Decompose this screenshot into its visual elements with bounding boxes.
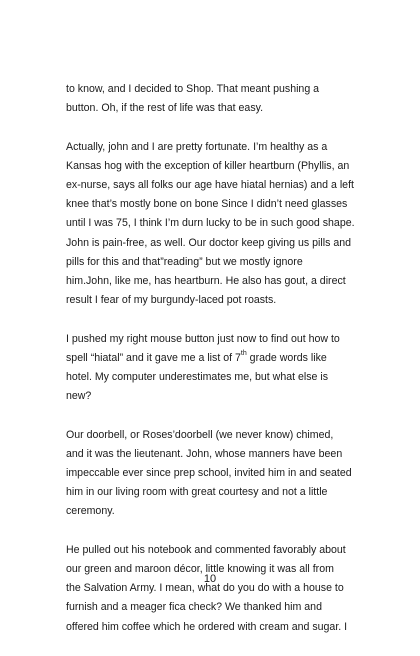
text-line: new? (66, 390, 92, 403)
paragraph (66, 541, 366, 637)
text-line: I pushed my right mouse button just now to find out how to (66, 332, 340, 345)
text-line: to know, and I decided to Shop. That meant pushing a (66, 83, 320, 95)
text-line: ceremony. (66, 505, 115, 518)
text-line: button. Oh, if the rest of life was that easy. (66, 102, 264, 115)
paragraph (66, 426, 366, 522)
text-line: the Salvation Army. I mean, what do you do with a house to (66, 582, 344, 595)
paragraph (66, 138, 366, 311)
superscript: th (240, 349, 247, 357)
text-line (66, 349, 366, 368)
text-line: knee that’s mostly bone on bone Since I didn’t need glasses (66, 198, 348, 211)
text-line: John is pain-free, as well. Our doctor keep giving us pills and (66, 236, 352, 249)
paragraph (66, 330, 366, 407)
body-text (66, 80, 366, 656)
text-line: him in our living room with great courtesy and not a little (66, 486, 328, 499)
text-line: impeccable ever since prep school, invited him in and seated (66, 467, 352, 480)
text-line: ex-nurse, says all folks our age have hiatal hernias) and a left (66, 179, 354, 191)
text-line: result I fear of my burgundy-laced pot roasts. (66, 294, 277, 307)
text-segment: grade words like (246, 351, 327, 364)
text-line: Our doorbell, or Roses’doorbell (we never know) chimed, (66, 428, 334, 441)
text-line: until I was 75, I think I’m durn lucky to be in such good shape. (66, 217, 355, 230)
text-line: furnish and a meager fica check? We thanked him and (66, 601, 322, 614)
page-number: 10 (203, 573, 217, 585)
text-segment: spell “hiatal” and it gave me a list of 7 (66, 351, 241, 364)
text-line: him.John, like me, has heartburn. He also has gout, a direct (66, 275, 346, 288)
text-line: Actually, john and I are pretty fortunate. I’m healthy as a (66, 140, 328, 153)
text-line: offered him coffee which he ordered with cream and sugar. I (66, 620, 348, 633)
text-line: pills for this and that”reading” but we mostly ignore (66, 255, 303, 268)
text-line: and it was the lieutenant. John, whose manners have been (66, 447, 343, 460)
text-line: Kansas hog with the exception of killer heartburn (Phyllis, an (66, 159, 350, 172)
text-line: hotel. My computer underestimates me, but what else is (66, 371, 329, 384)
text-line: our green and maroon décor, little knowing it was all from (66, 563, 334, 576)
text-line: He pulled out his notebook and commented favorably about (66, 543, 346, 556)
paragraph (66, 80, 366, 118)
